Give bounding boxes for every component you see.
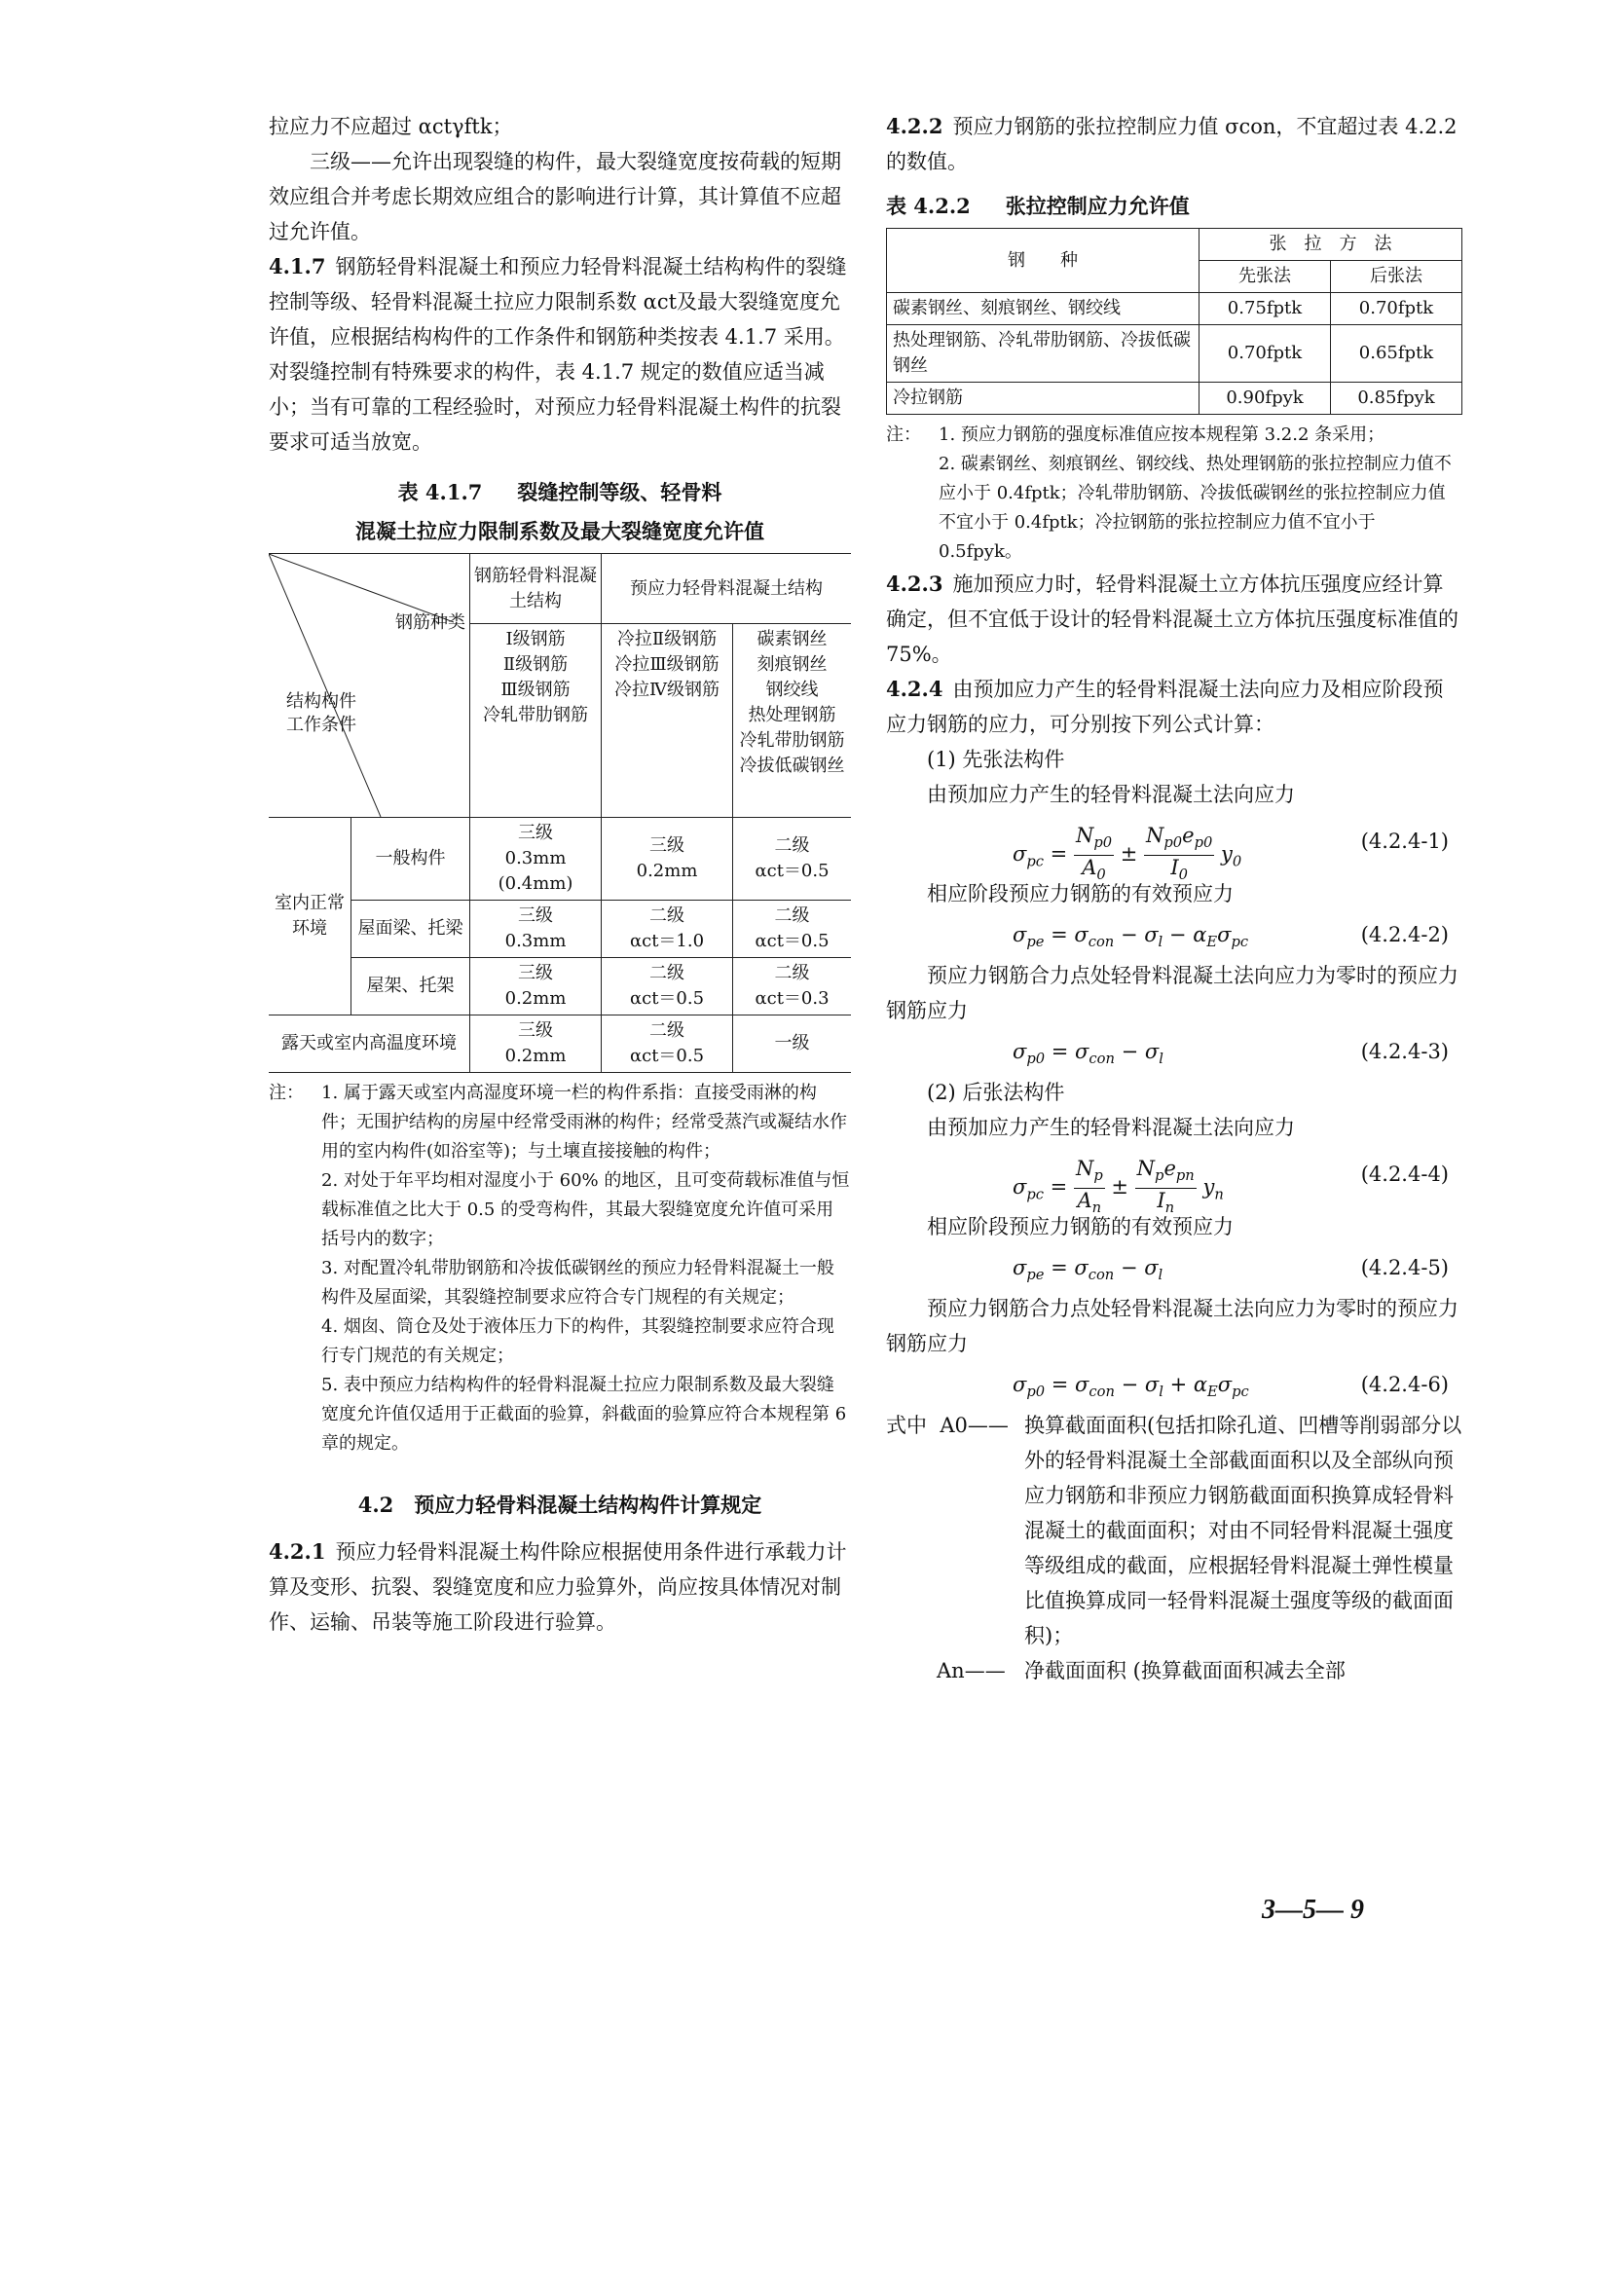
symbol-an: An—— bbox=[937, 1659, 1006, 1682]
posttension-value: 0.85fpyk bbox=[1331, 383, 1462, 415]
table-caption-line2: 混凝土拉应力限制系数及最大裂缝宽度允许值 bbox=[355, 519, 764, 543]
equation bbox=[886, 816, 1462, 884]
table-cell: 二级 αct＝0.5 bbox=[733, 901, 851, 958]
pretension-value: 0.90fpyk bbox=[1200, 383, 1331, 415]
clause-4-2-1 bbox=[269, 1534, 851, 1640]
paragraph: 由预加应力产生的轻骨料混凝土法向应力 bbox=[927, 1116, 1295, 1139]
table-row bbox=[269, 1015, 851, 1073]
table-cell: 三级 0.2mm bbox=[470, 1015, 602, 1073]
table-row bbox=[887, 325, 1462, 383]
equation-number: (4.2.4-2) bbox=[1360, 923, 1449, 946]
note-item bbox=[269, 1166, 851, 1254]
equation-number: (4.2.4-3) bbox=[1360, 1040, 1449, 1063]
equation-body: $\sigma_{p0} = \sigma_{con} - \sigma_l$ bbox=[1013, 1040, 1163, 1068]
header-work-condition: 结构构件工作条件 bbox=[286, 691, 356, 735]
clause-4-2-4 bbox=[886, 672, 1462, 742]
header-method: 张 拉 方 法 bbox=[1200, 229, 1462, 261]
note-item bbox=[886, 421, 1462, 450]
equation bbox=[886, 1248, 1462, 1287]
table-title: 张拉控制应力允许值 bbox=[1005, 194, 1190, 218]
table-cell: 二级 αct＝1.0 bbox=[602, 901, 733, 958]
note-text: 1. 属于露天或室内高湿度环境一栏的构件系指：直接受雨淋的构件；无围护结构的房屋中经常受雨淋的构件；经常受蒸汽或凝结水作用的室内构件(如浴室等)；与土壤直接接触的构件； bbox=[321, 1083, 847, 1162]
clause-text: 钢筋轻骨料混凝土和预应力轻骨料混凝土结构构件的裂缝控制等级、轻骨料混凝土拉应力限制系数 αct及最大裂缝宽度允许值，应根据结构构件的工作条件和钢筋种类按表 4.1.7 采用。对裂缝控制有特殊要求的构件，表 4.1.7 规定的数值应适当减小；当有可靠的工程经验时，对预应力轻骨料混凝土构件的抗裂要求可适当放宽。 bbox=[269, 255, 847, 454]
table-caption bbox=[269, 475, 851, 510]
subheading: (1) 先张法构件 bbox=[927, 748, 1065, 771]
env-indoor: 室内正常环境 bbox=[269, 818, 351, 1015]
row-label: 屋架、托架 bbox=[351, 958, 470, 1015]
note-text: 3. 对配置冷轧带肋钢筋和冷拔低碳钢丝的预应力轻骨料混凝土一般构件及屋面梁，其裂缝控制要求应符合专门规程的有关规定； bbox=[321, 1258, 834, 1308]
note-text: 4. 烟囱、筒仓及处于液体压力下的构件，其裂缝控制要求应符合现行专门规范的有关规定； bbox=[321, 1316, 834, 1366]
equation-body: $\sigma_{pc}$ = $\frac{N_p}{A_n}$ ± $N_pe_{pn}$ $I_n$ $y_n$ bbox=[1013, 1157, 1224, 1217]
equation bbox=[886, 1149, 1462, 1217]
equation bbox=[886, 1365, 1462, 1404]
env-outdoor: 露天或室内高温度环境 bbox=[269, 1015, 470, 1073]
equation bbox=[886, 1032, 1462, 1071]
clause-text: 预应力轻骨料混凝土构件除应根据使用条件进行承载力计算及变形、抗裂、裂缝宽度和应力验算外，尚应按具体情况对制作、运输、吊装等施工阶段进行验算。 bbox=[269, 1540, 847, 1634]
note-item bbox=[269, 1254, 851, 1312]
crack-control-table bbox=[269, 553, 851, 1073]
table-title: 裂缝控制等级、轻骨料 bbox=[517, 480, 722, 504]
row-label: 一般构件 bbox=[351, 818, 470, 901]
note-text: 2. 碳素钢丝、刻痕钢丝、钢绞线、热处理钢筋的张拉控制应力值不应小于 0.4fptk；冷轧带肋钢筋、冷拔低碳钢丝的张拉控制应力值不宜小于 0.4fptk；冷拉钢筋的张拉控制应力值不宜小于 0.5fpyk。 bbox=[939, 454, 1452, 562]
equation-number: (4.2.4-5) bbox=[1360, 1256, 1449, 1279]
diagonal-lines bbox=[269, 554, 454, 817]
table-notes bbox=[269, 1079, 851, 1458]
definition-text: 换算截面面积(包括扣除孔道、凹槽等削弱部分以外的轻骨料混凝土全部截面面积以及全部纵向预应力钢筋和非预应力钢筋截面面积换算成轻骨料混凝土的截面面积；对由不同轻骨料混凝土强度等级组成的截面，应根据轻骨料混凝土弹性模量比值换算成同一轻骨料混凝土强度等级的截面面积)； bbox=[1024, 1414, 1462, 1647]
diagonal-header-cell bbox=[269, 554, 470, 818]
note-item bbox=[269, 1312, 851, 1371]
posttension-value: 0.70fptk bbox=[1331, 293, 1462, 325]
tension-stress-table bbox=[886, 228, 1462, 415]
paragraph: 由预加应力产生的轻骨料混凝土法向应力 bbox=[927, 783, 1295, 806]
equation-body: $\sigma_{p0} = \sigma_{con} - \sigma_l + \alpha_E\sigma_{pc}$ bbox=[1013, 1373, 1249, 1401]
steel-name: 热处理钢筋、冷轧带肋钢筋、冷拔低碳钢丝 bbox=[887, 325, 1200, 383]
clause-number: 4.2.1 bbox=[269, 1539, 326, 1564]
header-pretension: 先张法 bbox=[1200, 261, 1331, 293]
note-label: 注： bbox=[269, 1083, 304, 1103]
right-column bbox=[886, 109, 1462, 1688]
table-row bbox=[887, 383, 1462, 415]
rebar-group-a: Ⅰ级钢筋 Ⅱ级钢筋 Ⅲ级钢筋 冷轧带肋钢筋 bbox=[470, 624, 602, 818]
page-number: 3—5— 9 bbox=[1262, 1895, 1364, 1925]
clause-number: 4.2.2 bbox=[886, 114, 943, 138]
definition-a0 bbox=[886, 1408, 1462, 1653]
equation-body: $\sigma_{pe} = \sigma_{con} - \sigma_l - \alpha_E\sigma_{pc}$ bbox=[1013, 923, 1249, 951]
table-row bbox=[269, 901, 851, 958]
paragraph: 预应力钢筋合力点处轻骨料混凝土法向应力为零时的预应力钢筋应力 bbox=[886, 1297, 1458, 1355]
equation bbox=[886, 915, 1462, 954]
header-pc-structure: 预应力轻骨料混凝土结构 bbox=[602, 554, 851, 624]
note-text: 1. 预应力钢筋的强度标准值应按本规程第 3.2.2 条采用； bbox=[939, 425, 1385, 445]
left-column bbox=[269, 109, 851, 1640]
note-text: 2. 对处于年平均相对湿度小于 60% 的地区，且可变荷载标准值与恒载标准值之比大于 0.5 的受弯构件，其最大裂缝宽度允许值可采用括号内的数字； bbox=[321, 1170, 850, 1249]
clause-number: 4.1.7 bbox=[269, 254, 326, 278]
pretension-value: 0.75fptk bbox=[1200, 293, 1331, 325]
clause-text: 预应力钢筋的张拉控制应力值 σcon，不宜超过表 4.2.2 的数值。 bbox=[886, 115, 1458, 173]
table-cell: 二级 αct＝0.5 bbox=[733, 818, 851, 901]
clause-number: 4.2.3 bbox=[886, 572, 943, 596]
where-label: 式中 bbox=[886, 1414, 927, 1437]
paragraph: 三级——允许出现裂缝的构件，最大裂缝宽度按荷载的短期效应组合并考虑长期效应组合的影响进行计算，其计算值不应超过允许值。 bbox=[269, 150, 841, 243]
row-label: 屋面梁、托梁 bbox=[351, 901, 470, 958]
symbol-a0: A0—— bbox=[940, 1414, 1009, 1437]
subheading: (2) 后张法构件 bbox=[927, 1081, 1065, 1104]
note-item bbox=[886, 450, 1462, 567]
table-number: 表 4.2.2 bbox=[886, 194, 971, 218]
table-cell: 一级 bbox=[733, 1015, 851, 1073]
table-cell: 二级 αct＝0.3 bbox=[733, 958, 851, 1015]
table-row bbox=[887, 293, 1462, 325]
equation-number: (4.2.4-6) bbox=[1360, 1373, 1449, 1396]
definition-symbol bbox=[886, 1408, 1009, 1443]
section-heading: 4.2 预应力轻骨料混凝土结构构件计算规定 bbox=[357, 1493, 762, 1517]
header-posttension: 后张法 bbox=[1331, 261, 1462, 293]
rebar-group-c: 碳素钢丝 刻痕钢丝 钢绞线 热处理钢筋 冷轧带肋钢筋 冷拔低碳钢丝 bbox=[733, 624, 851, 818]
table-notes bbox=[886, 421, 1462, 567]
clause-4-2-3 bbox=[886, 567, 1462, 672]
paragraph: 预应力钢筋合力点处轻骨料混凝土法向应力为零时的预应力钢筋应力 bbox=[886, 964, 1458, 1022]
table-cell: 二级 αct＝0.5 bbox=[602, 1015, 733, 1073]
header-steel-type: 钢 种 bbox=[887, 229, 1200, 293]
table-caption bbox=[886, 189, 1462, 224]
header-rc-structure: 钢筋轻骨料混凝土结构 bbox=[470, 554, 602, 624]
paragraph: 相应阶段预应力钢筋的有效预应力 bbox=[927, 882, 1234, 905]
paragraph: 拉应力不应超过 αctγftk； bbox=[269, 115, 513, 138]
paragraph: 相应阶段预应力钢筋的有效预应力 bbox=[927, 1215, 1234, 1238]
clause-text: 由预加应力产生的轻骨料混凝土法向应力及相应阶段预应力钢筋的应力，可分别按下列公式计算： bbox=[886, 678, 1444, 736]
table-number: 表 4.1.7 bbox=[397, 480, 483, 504]
note-label: 注： bbox=[886, 425, 921, 445]
clause-number: 4.2.4 bbox=[886, 677, 943, 701]
table-cell: 三级 0.3mm (0.4mm) bbox=[470, 818, 602, 901]
pretension-value: 0.70fptk bbox=[1200, 325, 1331, 383]
rebar-group-b: 冷拉Ⅱ级钢筋 冷拉Ⅲ级钢筋 冷拉Ⅳ级钢筋 bbox=[602, 624, 733, 818]
posttension-value: 0.65fptk bbox=[1331, 325, 1462, 383]
clause-4-1-7 bbox=[269, 249, 851, 460]
header-rebar-type: 钢筋种类 bbox=[395, 612, 466, 633]
table-cell: 三级 0.2mm bbox=[602, 818, 733, 901]
definition-text: 净截面面积 (换算截面面积减去全部 bbox=[1024, 1659, 1346, 1682]
table-cell: 三级 0.3mm bbox=[470, 901, 602, 958]
clause-4-2-2 bbox=[886, 109, 1462, 179]
equation-number: (4.2.4-1) bbox=[1360, 830, 1449, 853]
steel-name: 冷拉钢筋 bbox=[887, 383, 1200, 415]
note-item bbox=[269, 1079, 851, 1166]
note-item bbox=[269, 1371, 851, 1458]
definition-an bbox=[886, 1653, 1462, 1688]
table-row bbox=[269, 958, 851, 1015]
equation-body: $\sigma_{pe} = \sigma_{con} - \sigma_l$ bbox=[1013, 1256, 1163, 1284]
equation-body: $\sigma_{pc}$ = $\frac{N_{p0}}{A_0}$ ± $\frac{N_{p0}e_{p0}}{I_0}$ $y_0$ bbox=[1013, 824, 1242, 884]
table-cell: 二级 αct＝0.5 bbox=[602, 958, 733, 1015]
equation-number: (4.2.4-4) bbox=[1360, 1163, 1449, 1186]
clause-text: 施加预应力时，轻骨料混凝土立方体抗压强度应经计算确定，但不宜低于设计的轻骨料混凝土立方体抗压强度标准值的 75%。 bbox=[886, 572, 1458, 666]
steel-name: 碳素钢丝、刻痕钢丝、钢绞线 bbox=[887, 293, 1200, 325]
table-row bbox=[269, 818, 851, 901]
note-text: 5. 表中预应力结构构件的轻骨料混凝土拉应力限制系数及最大裂缝宽度允许值仅适用于正截面的验算，斜截面的验算应符合本规程第 6 章的规定。 bbox=[321, 1375, 847, 1454]
table-cell: 三级 0.2mm bbox=[470, 958, 602, 1015]
